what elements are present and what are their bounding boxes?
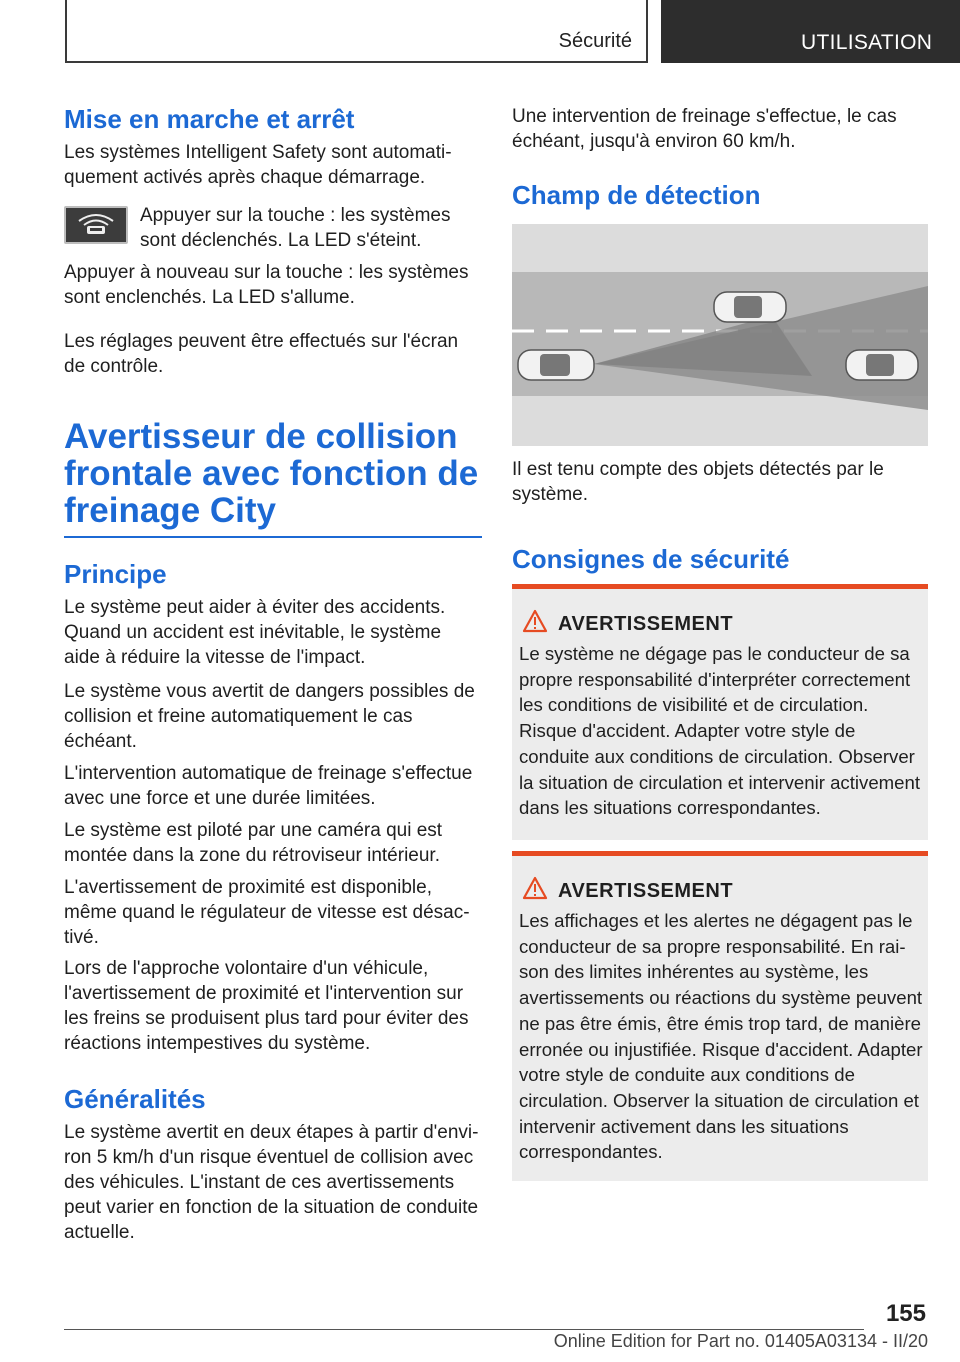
footer-edition: Online Edition for Part no. 01405A03134 - II/20 <box>553 1331 928 1351</box>
heading-generalites: Généralités <box>64 1084 206 1114</box>
warning-box-1 <box>512 584 928 840</box>
heading-mise-en-marche: Mise en marche et arrêt <box>64 104 355 134</box>
heading-consignes: Consignes de sécurité <box>512 544 790 574</box>
detection-field-illustration <box>512 224 928 446</box>
car-own-icon <box>518 350 594 380</box>
heading-principe: Principe <box>64 559 167 589</box>
paragraph-principe-2: Le système vous avertit de dangers possibles de collision et freine automatiquement le cas échéant. <box>64 681 475 752</box>
heading-avertisseur-line1: Avertisseur de collision <box>64 417 458 456</box>
header-section-tab <box>65 0 648 63</box>
header-chapter-title: UTILISATION <box>801 31 933 54</box>
page-number: 155 <box>885 1300 926 1327</box>
heading-avertisseur-line3: freinage City <box>64 491 276 530</box>
header-section-title: Sécurité <box>558 30 632 52</box>
footer-rule <box>64 1329 864 1330</box>
paragraph-generalites: Le système avertit en deux étapes à partir d'environ 5 km/h d'un risque éventuel de collision avec des véhicules. L'instant de ces avertissements peut varier en fonction de la situation de conduite actuelle. <box>64 1122 479 1243</box>
section-rule <box>64 536 482 538</box>
paragraph-principe-5: L'avertissement de proximité est disponible, même quand le régulateur de vitesse est désactivé. <box>64 877 470 948</box>
paragraph-principe-6: Lors de l'approche volontaire d'un véhicule, l'avertissement de proximité et l'intervention sur les freins se produisent plus tard pour éviter des réactions intempestives du système. <box>64 958 469 1054</box>
warning-body-1: Le système ne dégage pas le conducteur de sa propre responsabilité d'interpréter correctement les conditions de visibilité et de circulation. Risque d'accident. Adapter votre style de conduite aux conditions de circulation. Observer la situation de circulation et intervenir activement dans les situations correspondantes. <box>519 643 921 819</box>
intelligent-safety-button-icon <box>64 206 128 244</box>
paragraph-principe-1: Le système peut aider à éviter des accidents. Quand un accident est inévitable, le système aide à réduire la vitesse de l'impact. <box>64 597 446 668</box>
heading-champ-detection: Champ de détection <box>512 180 761 210</box>
warning-box-2 <box>512 851 928 1181</box>
car-front-right-icon <box>846 350 918 380</box>
warning-body-2: Les affichages et les alertes ne dégagent pas le conducteur de sa propre responsabilité. En raison des limites inhérentes au système, les avertissements ou réactions du système peuvent ne pas être émis, être émis trop tard, de manière erronée ou injustifiée. Risque d'accident. Adapter votre style de conduite aux conditions de circulation. Observer la situation de circulation et intervenir activement dans les situations correspondantes. <box>519 910 923 1163</box>
warning-triangle-icon <box>522 609 548 633</box>
warning-title-1: AVERTISSEMENT <box>558 613 734 635</box>
paragraph-principe-4: Le système est piloté par une caméra qui est montée dans la zone du rétroviseur intérieur. <box>64 820 443 866</box>
paragraph-settings: Les réglages peuvent être effectués sur l'écran de contrôle. <box>64 331 459 377</box>
paragraph-press-again: Appuyer à nouveau sur la touche : les systèmes sont enclenchés. La LED s'allume. <box>64 262 469 308</box>
paragraph-mise-en-marche: Les systèmes Intelligent Safety sont automatiquement activés après chaque démarrage. <box>64 142 452 188</box>
paragraph-champ: Il est tenu compte des objets détectés par le système. <box>512 459 884 505</box>
heading-avertisseur-line2: frontale avec fonction de <box>64 454 479 493</box>
paragraph-principe-3: L'intervention automatique de freinage s'effectue avec une force et une durée limitées. <box>64 763 473 809</box>
car-front-left-icon <box>714 292 786 322</box>
header-chapter-tab <box>661 0 960 63</box>
paragraph-button-press: Appuyer sur la touche : les systèmes sont déclenchés. La LED s'éteint. <box>140 205 451 251</box>
paragraph-intervention: Une intervention de freinage s'effectue, le cas échéant, jusqu'à environ 60 km/h. <box>512 106 897 152</box>
warning-title-2: AVERTISSEMENT <box>558 880 734 902</box>
warning-triangle-icon <box>522 876 548 900</box>
